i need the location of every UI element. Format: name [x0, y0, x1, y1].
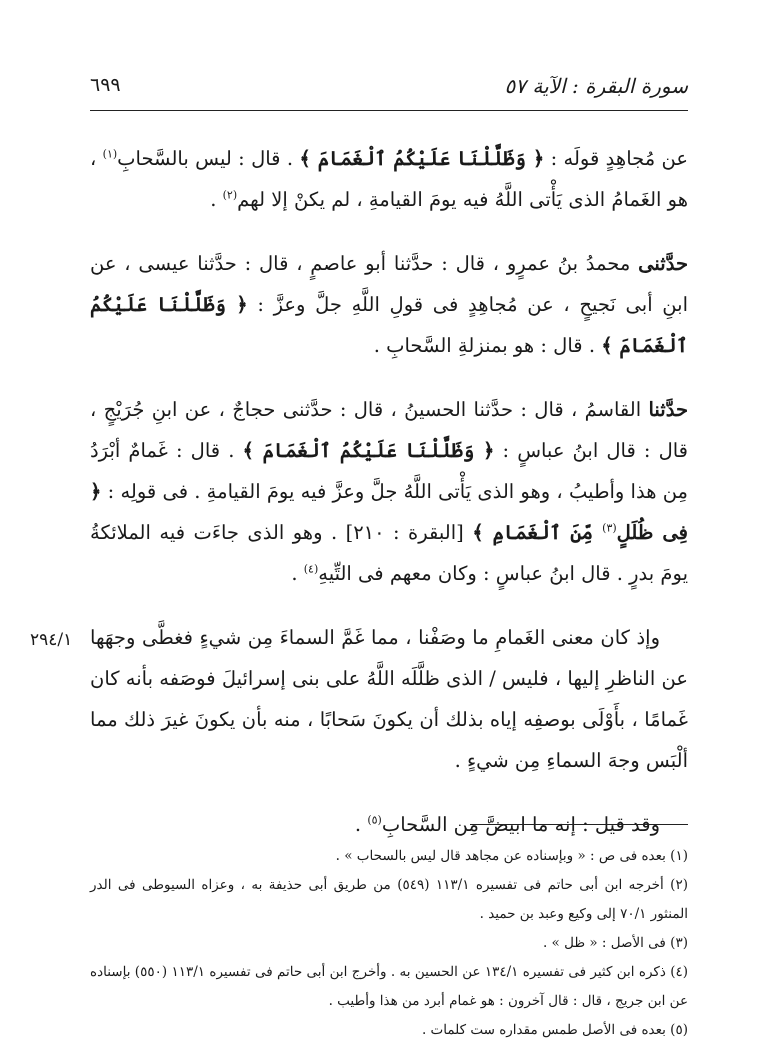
quran-verse: ﴿ فِى ظُلَلٍ — [90, 480, 689, 544]
quran-verse: ﴿ وَظَلَّلْنَا عَلَيْكُمُ ٱلْغَمَامَ ﴾ — [299, 147, 545, 170]
paragraph-4: وإذ كان معنى الغَمامِ ما وصَفْنا ، مما غَمَّ السماءَ مِن شيءٍ فغطَّى وجهَها عن الناظرِ إليها ، فليس / الذى ظلَّلَه اللَّهُ على بنى إسرائيلَ فوصَفه بأنه كان غَمامًا ، بأَوْلَى بوصفِه إياه بذلك أن يكونَ سَحابًا ، منه بأن يكونَ غيرَ ذلك مما ألْبَس وجهَ السماءِ مِن شيءٍ . — [90, 626, 688, 772]
footnote-5: (٥) بعده فى الأصل طمس مقداره ست كلمات . — [421, 1022, 688, 1038]
footnote-ref[interactable]: (٣) — [602, 521, 617, 535]
quran-verse: ﴿ وَظَلَّلْنَا عَلَيْكُمُ ٱلْغَمَامَ ﴾ — [242, 439, 495, 462]
footnotes — [90, 842, 688, 1045]
paragraph-5: وقد قيل : إنه ما ابيضَّ مِن السَّحابِ$^{(٥)}$ . — [354, 813, 660, 836]
footnote-2: (٢) أخرجه ابن أبى حاتم فى تفسيره ١١٣/١ (٥٤٩) من طريق أبى حذيفة به ، وعزاه السيوطى فى الدر المنثور ٧٠/١ إلى وكيع وعبد بن حميد . — [90, 877, 688, 922]
quran-verse: ﴿ وَظَلَّلْنَا عَلَيْكُمُ ٱلْغَمَامَ ﴾ — [90, 293, 688, 357]
isnad-lead-word: حدَّثنى — [638, 252, 688, 275]
footnote-3: (٣) فى الأصل : « ظل » . — [542, 935, 688, 951]
margin-reference: ٢٩٤/١ — [30, 630, 73, 650]
footnote-ref[interactable]: (٥) — [367, 813, 382, 827]
footnote-4: (٤) ذكره ابن كثير فى تفسيره ١٣٤/١ عن الحسين به . وأخرج ابن أبى حاتم فى تفسيره ١١٣/١ (٥٥٠) بإسناده عن ابن جريج ، قال : قال آخرون : هو غمام أبرد من هذا وأطيب . — [90, 964, 689, 1009]
page-header — [90, 68, 688, 108]
footnote-ref[interactable]: (١) — [102, 147, 118, 161]
paragraph-3: حدَّثنا القاسمُ ، قال : حدَّثنا الحسينُ ، قال : حدَّثنى حجاجٌ ، عن ابنِ جُرَيْجٍ ، قال : قال ابنُ عباسٍ : ﴿ وَظَلَّلْنَا عَلَيْكُمُ ٱلْغَمَامَ ﴾ . قال : غَمامٌ أبْرَدُ مِن هذا وأطيبُ ، وهو الذى يَأْتى اللَّهُ جلَّ وعزَّ فيه يومَ القيامةِ . فى قولِه : ﴿ فِى ظُلَلٍ$^{(٣)}$ مِّنَ ٱلْغَمَامِ ﴾ [البقرة : ٢١٠] . وهو الذى جاءَت فيه الملائكةُ يومَ بدرٍ . قال ابنُ عباسٍ : وكان معهم فى التِّيهِ$^{(٤)}$ . — [90, 398, 689, 585]
footnote-ref[interactable]: (٤) — [303, 562, 319, 576]
footnote-ref[interactable]: (٢) — [222, 188, 238, 202]
header-divider — [90, 110, 688, 111]
surah-title: سورة البقرة : الآية ٥٧ — [504, 74, 688, 98]
page-number: ٦٩٩ — [90, 74, 121, 96]
main-text — [90, 138, 688, 868]
isnad-lead-word: حدَّثنا — [648, 398, 688, 421]
footnote-divider — [470, 824, 688, 825]
paragraph-2: حدَّثنى محمدُ بنُ عمرٍو ، قال : حدَّثنا أبو عاصمٍ ، قال : حدَّثنا عيسى ، عن ابنِ أبى نَجيحٍ ، عن مُجاهِدٍ فى قولِ اللَّهِ جلَّ وعزَّ : ﴿ وَظَلَّلْنَا عَلَيْكُمُ ٱلْغَمَامَ ﴾ . قال : هو بمنزلةِ السَّحابِ . — [90, 252, 688, 357]
footnote-1: (١) بعده فى ص : « وبإسناده عن مجاهد قال ليس بالسحاب » . — [335, 848, 688, 864]
quran-verse: مِّنَ ٱلْغَمَامِ ﴾ — [472, 521, 603, 544]
paragraph-1: عن مُجاهِدٍ قولَه : ﴿ وَظَلَّلْنَا عَلَيْكُمُ ٱلْغَمَامَ ﴾ . قال : ليس بالسَّحابِ$^{(١)}$ ، هو الغَمامُ الذى يَأْتى اللَّهُ فيه يومَ القيامةِ ، لم يكنْ إلا لهم$^{(٢)}$ . — [90, 147, 688, 211]
